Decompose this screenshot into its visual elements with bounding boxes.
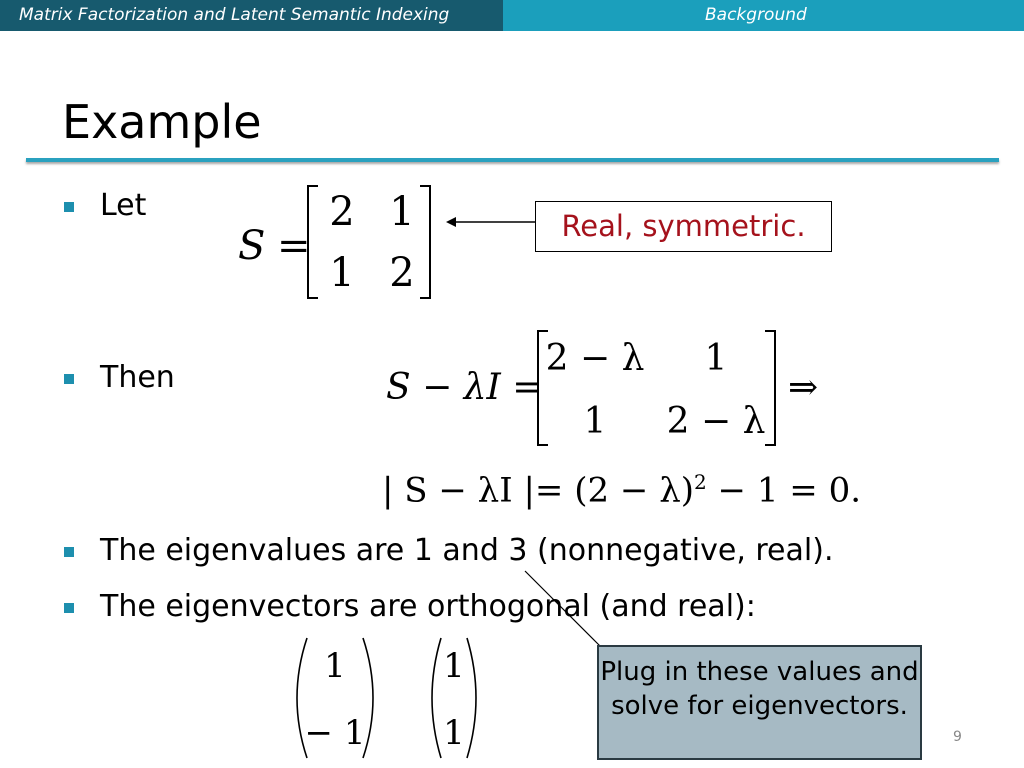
matrix-cell: 1	[329, 250, 355, 296]
matrix-cell: 1	[704, 338, 728, 379]
equals-sign: =	[277, 223, 311, 269]
right-paren	[467, 638, 476, 758]
title-divider	[26, 158, 999, 162]
lhs-expression: S − λI =	[386, 367, 543, 408]
vector-entry: 1	[324, 646, 346, 686]
vector-entry: − 1	[304, 713, 366, 753]
matrix-cell: 1	[389, 189, 415, 235]
course-title-bar	[0, 0, 503, 31]
bullet-marker	[64, 547, 74, 557]
page-number: 9	[953, 729, 962, 745]
bullet-marker	[64, 603, 74, 613]
determinant-expression: | S − λI |= (2 − λ)	[382, 470, 695, 511]
determinant-equation	[382, 470, 861, 510]
plug-in-callout: Plug in these values and solve for eigenvectors.	[597, 645, 922, 760]
bullet-let: Let	[100, 188, 147, 223]
real-symmetric-callout: Real, symmetric.	[535, 201, 832, 252]
bullet-marker	[64, 202, 74, 212]
right-bracket	[420, 186, 430, 298]
matrix-s-label: S	[238, 223, 266, 269]
section-title-bar	[503, 0, 1024, 31]
arrow-to-matrix	[440, 212, 540, 232]
vector-entry: 1	[443, 713, 465, 753]
exponent: 2	[694, 470, 707, 494]
matrix-cell: 2	[389, 250, 415, 296]
bullet-then: Then	[100, 360, 175, 395]
matrix-cell: 2 − λ	[545, 338, 645, 379]
eigenvectors	[285, 632, 490, 762]
right-bracket	[765, 331, 775, 445]
bullet-eigenvalues: The eigenvalues are 1 and 3 (nonnegative, real).	[100, 533, 834, 568]
matrix-cell: 1	[583, 401, 607, 442]
section-title: Background	[705, 5, 807, 25]
course-title: Matrix Factorization and Latent Semantic Indexing	[19, 5, 450, 25]
matrix-s-equation	[230, 183, 440, 303]
bullet-eigenvectors: The eigenvectors are orthogonal (and real):	[100, 589, 756, 624]
s-minus-lambda-i-equation	[380, 327, 840, 452]
slide-title: Example	[62, 95, 262, 149]
bullet-marker	[64, 374, 74, 384]
vector-entry: 1	[443, 646, 465, 686]
implies-symbol: ⇒	[788, 367, 819, 408]
matrix-cell: 2	[329, 189, 355, 235]
determinant-tail: − 1 = 0.	[706, 470, 862, 511]
matrix-cell: 2 − λ	[666, 401, 766, 442]
left-paren	[432, 638, 441, 758]
callout-leader-line	[520, 568, 610, 653]
